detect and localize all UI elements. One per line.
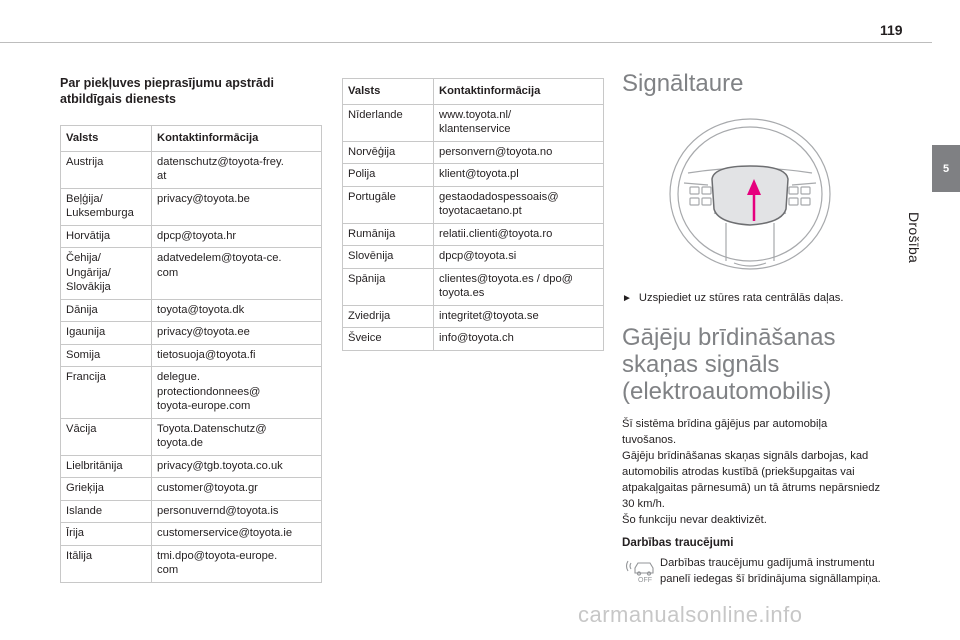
- table-row: [61, 500, 322, 523]
- table-body: [61, 151, 322, 582]
- country-cell: Šveice: [343, 328, 434, 351]
- country-cell: Polija: [343, 164, 434, 187]
- table-row: [61, 248, 322, 300]
- country-cell: Vācija: [61, 418, 152, 455]
- contact-cell: gestaodadospessoais@ toyotacaetano.pt: [434, 186, 604, 223]
- instruction-text: Uzspiediet uz stūres rata centrālās daļas.: [638, 292, 844, 304]
- table-body: [343, 104, 604, 350]
- table-header-row: [61, 126, 322, 152]
- country-cell: Rumānija: [343, 223, 434, 246]
- off-label: OFF: [638, 577, 652, 583]
- contact-cell: privacy@tgb.toyota.co.uk: [152, 455, 322, 478]
- table-row: [343, 268, 604, 305]
- malfunction-note: [622, 555, 884, 587]
- table-row: [61, 322, 322, 345]
- pedestrian-alert-description: [622, 416, 884, 528]
- table-row: [61, 367, 322, 419]
- column-left: [60, 75, 322, 583]
- table-row: [61, 545, 322, 582]
- paragraph: Šī sistēma brīdina gājējus par automobiļa tuvošanos.: [622, 418, 828, 446]
- country-cell: Igaunija: [61, 322, 152, 345]
- contact-cell: delegue. protectiondonnees@ toyota-europe.com: [152, 367, 322, 419]
- contact-cell: Toyota.Datenschutz@ toyota.de: [152, 418, 322, 455]
- contact-cell: tietosuoja@toyota.fi: [152, 344, 322, 367]
- table-row: [61, 299, 322, 322]
- contact-cell: adatvedelem@toyota-ce. com: [152, 248, 322, 300]
- contact-cell: relatii.clienti@toyota.ro: [434, 223, 604, 246]
- header-contact: Kontaktinformācija: [152, 126, 322, 152]
- contact-cell: www.toyota.nl/ klantenservice: [434, 104, 604, 141]
- table-header-row: [343, 79, 604, 105]
- table-row: [343, 305, 604, 328]
- contact-cell: datenschutz@toyota-frey. at: [152, 151, 322, 188]
- table-row: [343, 328, 604, 351]
- horn-instruction: [622, 291, 884, 306]
- contact-cell: klient@toyota.pl: [434, 164, 604, 187]
- contact-cell: clientes@toyota.es / dpo@ toyota.es: [434, 268, 604, 305]
- paragraph: Šo funkciju nevar deaktivizēt.: [622, 514, 767, 526]
- country-cell: Horvātija: [61, 225, 152, 248]
- country-cell: Zviedrija: [343, 305, 434, 328]
- malfunction-heading: Darbības traucējumi: [622, 536, 734, 549]
- table-row: [61, 188, 322, 225]
- contact-cell: personvern@toyota.no: [434, 141, 604, 164]
- table-row: [61, 344, 322, 367]
- country-cell: Čehija/ Ungārija/ Slovākija: [61, 248, 152, 300]
- triangle-right-icon: ►: [622, 293, 632, 304]
- country-cell: Spānija: [343, 268, 434, 305]
- pedestrian-alert-title: Gājēju brīdināšanas skaņas signāls (elektroautomobilis): [622, 324, 836, 405]
- country-cell: Itālija: [61, 545, 152, 582]
- contact-cell: dpcp@toyota.hr: [152, 225, 322, 248]
- country-cell: Norvēģija: [343, 141, 434, 164]
- contact-table-2: [342, 78, 604, 351]
- country-cell: Slovēnija: [343, 246, 434, 269]
- country-cell: Portugāle: [343, 186, 434, 223]
- chapter-tab[interactable]: 5: [932, 145, 960, 192]
- table-row: [61, 478, 322, 501]
- country-cell: Francija: [61, 367, 152, 419]
- header-country: Valsts: [61, 126, 152, 152]
- malfunction-text: Darbības traucējumu gadījumā instrumentu panelī iedegas šī brīdinājuma signāllampiņa.: [660, 557, 881, 585]
- contact-cell: customerservice@toyota.ie: [152, 523, 322, 546]
- page-number: 119: [880, 22, 903, 38]
- column-middle: [342, 78, 604, 351]
- table-row: [61, 455, 322, 478]
- table-row: [343, 186, 604, 223]
- contact-cell: integritet@toyota.se: [434, 305, 604, 328]
- contact-cell: dpcp@toyota.si: [434, 246, 604, 269]
- table-row: [61, 225, 322, 248]
- country-cell: Nīderlande: [343, 104, 434, 141]
- column-right: [622, 70, 884, 587]
- chapter-title: Drošība: [906, 212, 922, 264]
- contact-cell: tmi.dpo@toyota-europe. com: [152, 545, 322, 582]
- contact-cell: info@toyota.ch: [434, 328, 604, 351]
- table-row: [343, 246, 604, 269]
- country-cell: Lielbritānija: [61, 455, 152, 478]
- section-heading: Par piekļuves pieprasījumu apstrādi atbildīgais dienests: [60, 76, 274, 106]
- country-cell: Grieķija: [61, 478, 152, 501]
- table-row: [61, 151, 322, 188]
- country-cell: Īrija: [61, 523, 152, 546]
- table-row: [343, 104, 604, 141]
- table-row: [343, 223, 604, 246]
- table-row: [343, 164, 604, 187]
- country-cell: Islande: [61, 500, 152, 523]
- table-row: [61, 523, 322, 546]
- steering-wheel-illustration: [622, 111, 884, 276]
- contact-cell: toyota@toyota.dk: [152, 299, 322, 322]
- horn-title: Signāltaure: [622, 70, 744, 97]
- table-row: [343, 141, 604, 164]
- contact-cell: privacy@toyota.be: [152, 188, 322, 225]
- header-contact: Kontaktinformācija: [434, 79, 604, 105]
- contact-cell: customer@toyota.gr: [152, 478, 322, 501]
- contact-cell: personuvernd@toyota.is: [152, 500, 322, 523]
- country-cell: Austrija: [61, 151, 152, 188]
- country-cell: Dānija: [61, 299, 152, 322]
- pedestrian-alert-off-warning-icon: [622, 555, 658, 583]
- paragraph: Gājēju brīdināšanas skaņas signāls darbojas, kad automobilis atrodas kustībā (priekšupgaitas vai atpakaļgaitas pārnesumā) un tā ātrums nepārsniedz 30 km/h.: [622, 450, 881, 510]
- table-row: [61, 418, 322, 455]
- watermark: carmanualsonline.info: [578, 602, 803, 627]
- header-country: Valsts: [343, 79, 434, 105]
- header-rule: [0, 42, 932, 43]
- country-cell: Somija: [61, 344, 152, 367]
- contact-table-1: [60, 125, 322, 583]
- country-cell: Beļģija/ Luksemburga: [61, 188, 152, 225]
- contact-cell: privacy@toyota.ee: [152, 322, 322, 345]
